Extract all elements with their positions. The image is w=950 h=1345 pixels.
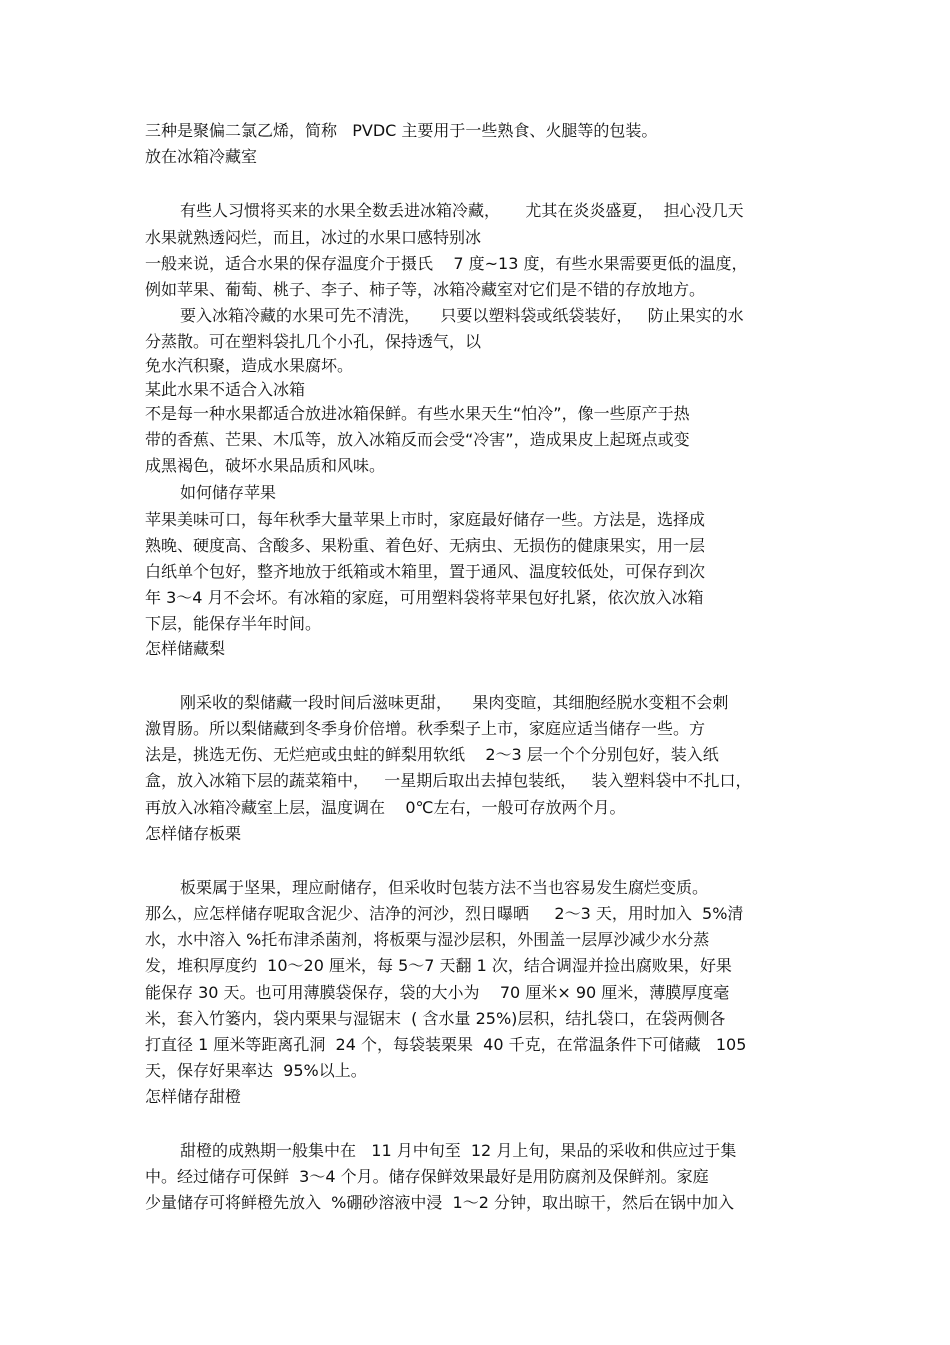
text-line: 苹果美味可口，每年秋季大量苹果上市时，家庭最好储存一些。方法是，选择成 (145, 510, 706, 529)
text-line: 打直径 1 厘米等距离孔洞 24 个，每袋装栗果 40 千克，在常温条件下可储藏 105 (145, 1035, 747, 1054)
text-line: 刚采收的梨储藏一段时间后滋味更甜， 果肉变暄，其细胞经脱水变粗不会刺 (180, 693, 729, 712)
text-line: 发，堆积厚度约 10～20 厘米，每 5～7 天翻 1 次，结合调湿并捡出腐败果，好果 (145, 956, 732, 975)
section-heading: 怎样储存甜橙 (145, 1087, 242, 1106)
text-line: 例如苹果、葡萄、桃子、李子、柿子等，冰箱冷藏室对它们是不错的存放地方。 (145, 280, 706, 299)
text-line: 板栗属于坚果，理应耐储存，但采收时包装方法不当也容易发生腐烂变质。 (180, 878, 709, 897)
text-line: 一般来说，适合水果的保存温度介于摄氏 7 度~13 度，有些水果需要更低的温度， (145, 254, 748, 273)
section-heading: 如何储存苹果 (180, 483, 277, 502)
text-line: 天，保存好果率达 95%以上。 (145, 1061, 367, 1080)
text-line: 下层，能保存半年时间。 (145, 614, 322, 633)
text-line: 有些人习惯将买来的水果全数丢进冰箱冷藏， 尤其在炎炎盛夏， 担心没几天 (180, 201, 744, 220)
text-line: 法是，挑选无伤、无烂疤或虫蛀的鲜梨用软纸 2～3 层一个个分别包好，装入纸 (145, 745, 719, 764)
text-line: 要入冰箱冷藏的水果可先不清洗， 只要以塑料袋或纸袋装好， 防止果实的水 (180, 306, 744, 325)
text-line: 甜橙的成熟期一般集中在 11 月中旬至 12 月上旬，果品的采收和供应过于集 (180, 1141, 737, 1160)
text-line: 水果就熟透闷烂，而且，冰过的水果口感特别冰 (145, 228, 482, 247)
text-line: 再放入冰箱冷藏室上层，温度调在 0℃左右，一般可存放两个月。 (145, 798, 626, 817)
text-line: 免水汽积聚，造成水果腐坏。 (145, 356, 354, 375)
section-heading: 某此水果不适合入冰箱 (145, 380, 306, 399)
text-line: 激胃肠。所以梨储藏到冬季身价倍增。秋季梨子上市，家庭应适当储存一些。方 (145, 719, 706, 738)
text-line: 中。经过储存可保鲜 3～4 个月。储存保鲜效果最好是用防腐剂及保鲜剂。家庭 (145, 1167, 709, 1186)
text-line: 带的香蕉、芒果、木瓜等，放入冰箱反而会受“冷害”，造成果皮上起斑点或变 (145, 430, 690, 449)
text-line: 能保存 30 天。也可用薄膜袋保存，袋的大小为 70 厘米× 90 厘米，薄膜厚度毫 (145, 983, 730, 1002)
text-line: 成黑褐色，破坏水果品质和风味。 (145, 456, 386, 475)
text-line: 少量储存可将鲜橙先放入 %硼砂溶液中浸 1～2 分钟，取出晾干，然后在锅中加入 (145, 1193, 734, 1212)
section-heading: 怎样储存板栗 (145, 824, 242, 843)
text-line: 那么，应怎样储存呢取含泥少、洁净的河沙，烈日曝晒 2～3 天，用时加入 5%清 (145, 904, 744, 923)
text-line: 分蒸散。可在塑料袋扎几个小孔，保持透气，以 (145, 332, 482, 351)
section-heading: 怎样储藏梨 (145, 639, 226, 658)
text-line: 水，水中溶入 %托布津杀菌剂，将板栗与湿沙层积，外围盖一层厚沙减少水分蒸 (145, 930, 710, 949)
text-line: 白纸单个包好，整齐地放于纸箱或木箱里，置于通风、温度较低处，可保存到次 (145, 562, 706, 581)
text-line: 米，套入竹篓内，袋内栗果与湿锯末 ( 含水量 25%)层积，结扎袋口，在袋两侧各 (145, 1009, 726, 1028)
text-line: 三种是聚偏二氯乙烯，简称 PVDC 主要用于一些熟食、火腿等的包装。 (145, 121, 658, 140)
text-line: 盒，放入冰箱下层的蔬菜箱中， 一星期后取出去掉包装纸， 装入塑料袋中不扎口， (145, 771, 752, 790)
text-line: 不是每一种水果都适合放进冰箱保鲜。有些水果天生“怕冷”，像一些原产于热 (145, 404, 690, 423)
section-heading: 放在冰箱冷藏室 (145, 147, 258, 166)
text-line: 年 3～4 月不会坏。有冰箱的家庭，可用塑料袋将苹果包好扎紧，依次放入冰箱 (145, 588, 704, 607)
text-line: 熟晚、硬度高、含酸多、果粉重、着色好、无病虫、无损伤的健康果实，用一层 (145, 536, 706, 555)
